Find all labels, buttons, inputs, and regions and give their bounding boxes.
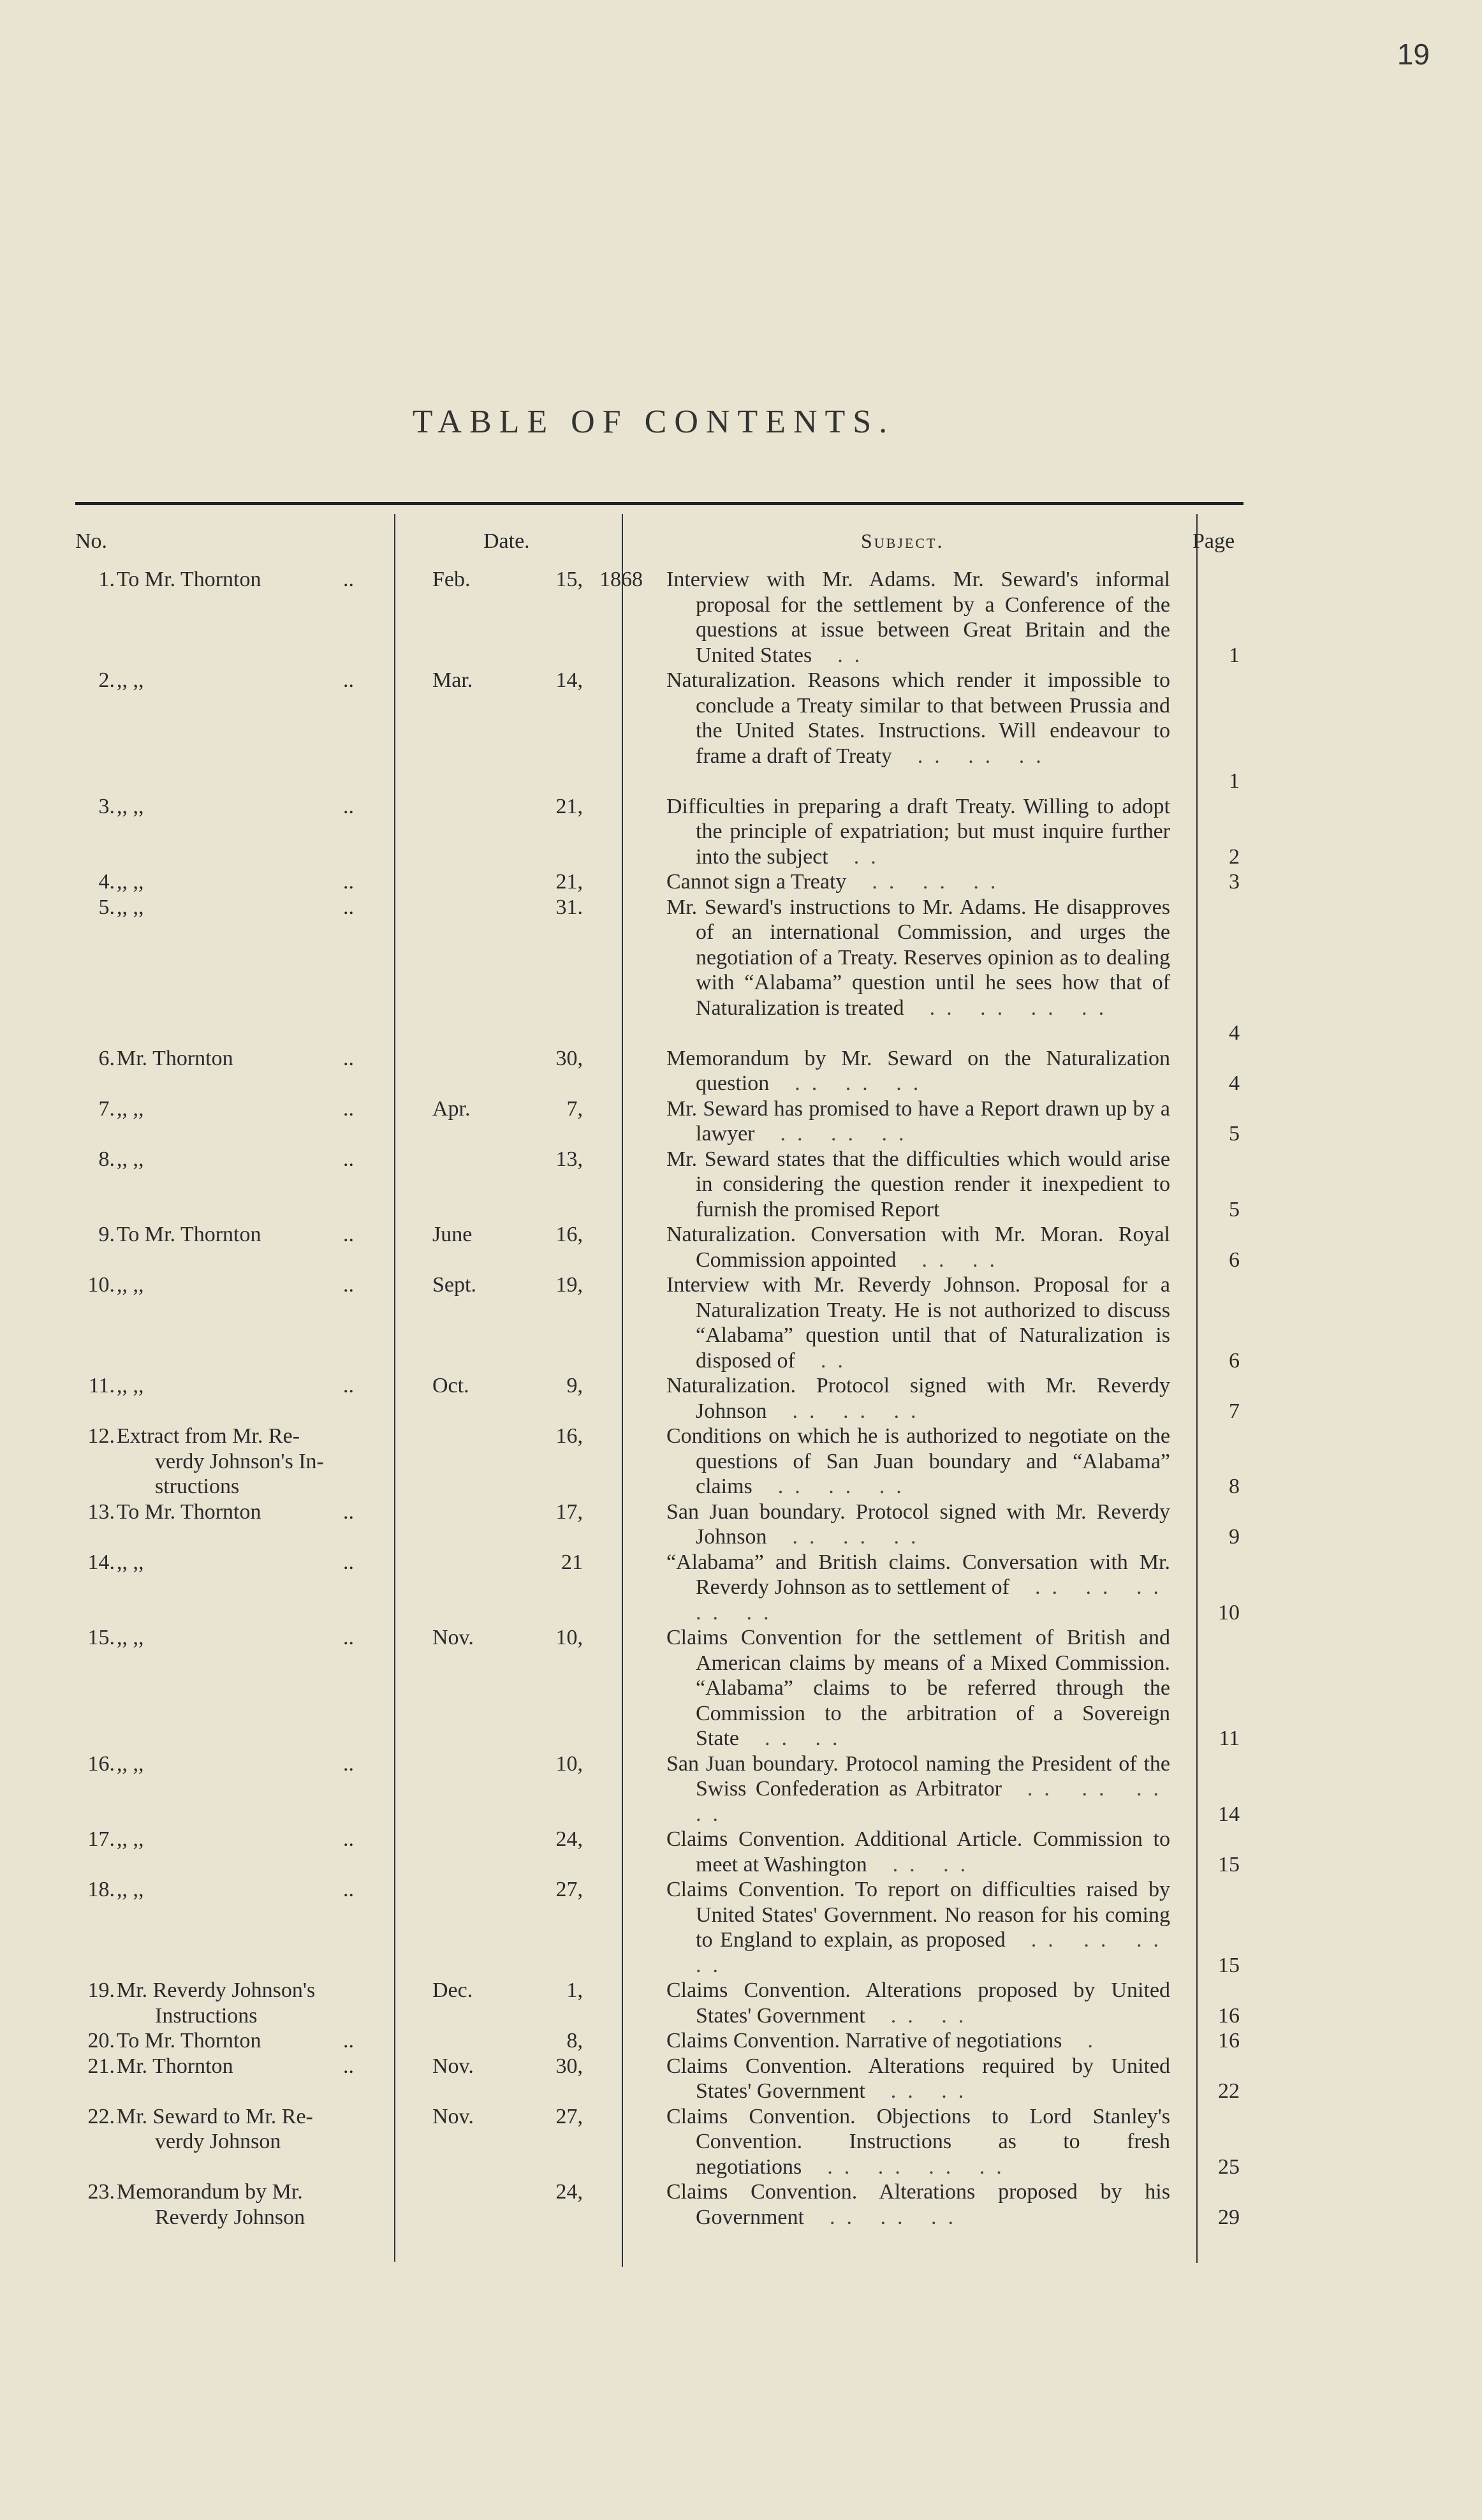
entry-dots: .. [343, 1751, 354, 1776]
addressee-line: To Mr. Thornton [117, 568, 261, 591]
entry-day: 16, [555, 1223, 583, 1246]
entry-subject-text: Claims Convention. Alterations proposed by United States' Government [666, 1978, 1170, 2028]
entry-page: 2 [1229, 844, 1240, 869]
entry-day: 31. [555, 895, 583, 919]
entry-subject [666, 2104, 1170, 2180]
addressee-line: ,, ,, [117, 1878, 144, 1901]
entry-month: Nov. [432, 2104, 474, 2128]
entry-subject [666, 1424, 1170, 1499]
entry-subject [666, 2054, 1170, 2104]
entry-leader: .. .. [890, 2079, 976, 2103]
entry-subject [666, 1499, 1170, 1550]
entry-subject-text: Cannot sign a Treaty [666, 870, 847, 894]
entry-dots: .. [343, 1550, 354, 1574]
entry-leader: .. .. [921, 1248, 1006, 1272]
entry-day: 27, [555, 1878, 583, 1901]
toc-entry [0, 2179, 1482, 2230]
header-page: Page [1192, 529, 1235, 553]
entry-leader: .. .. .. [780, 1122, 916, 1146]
toc-entry [0, 1373, 1482, 1424]
entry-leader: .. .. .. .. [696, 1777, 1170, 1826]
entry-dots: .. [343, 2054, 354, 2078]
entry-number: 20. [87, 2029, 115, 2052]
entry-dots: .. [343, 870, 354, 894]
entry-subject-text: Claims Convention. Alterations required by United States' Government [666, 2054, 1170, 2103]
entry-subject-text: Mr. Seward states that the difficulties which would arise in considering the question render it inexpedient to furnish the promised Report [666, 1147, 1170, 1221]
entry-leader: .. .. .. [792, 1399, 928, 1423]
entry-number: 3. [98, 794, 115, 818]
addressee-line: Reverdy Johnson [155, 2205, 305, 2229]
entry-subject [666, 1272, 1170, 1373]
header-rule [75, 502, 1244, 505]
toc-entry [0, 1272, 1482, 1373]
entry-number: 8. [98, 1147, 115, 1171]
entry-day: 14, [555, 668, 583, 692]
entry-page: 8 [1229, 1475, 1240, 1498]
entry-subject-text: Claims Convention. Alterations proposed by his Government [666, 2180, 1170, 2229]
entry-day: 19, [555, 1273, 583, 1297]
addressee-line: To Mr. Thornton [117, 2029, 261, 2052]
entry-leader: .. .. .. [792, 1525, 928, 1549]
entry-dots: .. [343, 895, 354, 919]
contents-list [0, 567, 1482, 2230]
addressee-line: Memorandum by Mr. [117, 2180, 303, 2204]
addressee-line: ,, ,, [117, 1751, 144, 1776]
entry-subject [666, 895, 1170, 1021]
entry-subject-text: Claims Convention. To report on difficulties raised by United States' Government. No reason for his coming to England to explain, as proposed [666, 1878, 1170, 1952]
addressee-line: ,, ,, [117, 1147, 144, 1171]
entry-day: 8, [566, 2029, 583, 2052]
entry-subject [666, 668, 1170, 769]
entry-subject-text: San Juan boundary. Protocol signed with Mr. Reverdy Johnson [666, 1499, 1170, 1549]
toc-entry [0, 794, 1482, 870]
page-title: TABLE OF CONTENTS. [412, 404, 895, 440]
entry-subject-text: Claims Convention. Narrative of negotiations [666, 2029, 1062, 2052]
entry-leader: .. .. .. [795, 1072, 930, 1095]
entry-day: 15, [555, 568, 583, 591]
entry-number: 21. [87, 2054, 115, 2078]
entry-subject-text: Claims Convention. Additional Article. Commission to meet at Washington [666, 1827, 1170, 1876]
entry-month: Mar. [432, 668, 473, 692]
toc-entry [0, 1222, 1482, 1272]
entry-leader: .. [853, 844, 888, 869]
entry-day: 21, [555, 794, 583, 818]
toc-entry [0, 1550, 1482, 1626]
entry-addressee [117, 1978, 391, 2028]
entry-page: 14 [1218, 1802, 1240, 1826]
entry-page: 15 [1218, 1953, 1240, 1977]
entry-subject-text: San Juan boundary. Protocol naming the President of the Swiss Confederation as Arbitrator [666, 1751, 1170, 1801]
entry-page: 15 [1218, 1852, 1240, 1876]
entry-subject [666, 1046, 1170, 1096]
toc-entry [0, 869, 1482, 895]
toc-entry [0, 895, 1482, 1046]
entry-page: 10 [1218, 1600, 1240, 1625]
addressee-line: ,, ,, [117, 668, 144, 692]
entry-subject-text: Difficulties in preparing a draft Treaty. Willing to adopt the principle of expatriation; but must inquire further into the subject [666, 794, 1170, 869]
entry-number: 14. [87, 1550, 115, 1574]
entry-dots: .. [343, 1626, 354, 1649]
entry-page: 25 [1218, 2155, 1240, 2179]
entry-number: 15. [87, 1626, 115, 1649]
entry-month: Nov. [432, 1626, 474, 1649]
entry-dots: .. [343, 1096, 354, 1121]
entry-page: 29 [1218, 2205, 1240, 2229]
entry-leader: .. .. .. .. .. [696, 1575, 1170, 1625]
entry-addressee [117, 2179, 391, 2230]
entry-day: 9, [566, 1374, 583, 1397]
entry-dots: .. [343, 794, 354, 818]
entry-subject [666, 1096, 1170, 1147]
entry-leader: .. .. .. .. [827, 2155, 1013, 2179]
entry-page: 16 [1218, 2003, 1240, 2028]
entry-leader: .. [837, 643, 872, 667]
entry-subject [666, 1625, 1170, 1751]
toc-entry [0, 1147, 1482, 1223]
toc-entry [0, 1096, 1482, 1147]
toc-entry [0, 1751, 1482, 1827]
entry-number: 22. [87, 2104, 115, 2128]
toc-entry [0, 567, 1482, 668]
entry-subject [666, 1222, 1170, 1272]
entry-month: Nov. [432, 2054, 474, 2078]
entry-page: 1 [1229, 643, 1240, 667]
entry-subject-text: Mr. Seward's instructions to Mr. Adams. He disapproves of an international Commission, and urges the negotiation of a Treaty. Reserves opinion as to dealing with “Alabama” question until he sees how that of Naturalization is treated [666, 895, 1170, 1020]
entry-day: 21 [561, 1550, 583, 1574]
addressee-line: ,, ,, [117, 1273, 144, 1297]
header-date: Date. [483, 529, 530, 553]
entry-number: 12. [87, 1424, 115, 1448]
addressee-line: Mr. Reverdy Johnson's [117, 1978, 316, 2002]
entry-number: 2. [98, 668, 115, 692]
entry-dots: .. [343, 1374, 354, 1397]
entry-month: Feb. [432, 568, 471, 591]
entry-number: 7. [98, 1096, 115, 1121]
entry-subject [666, 1373, 1170, 1424]
page-number: 19 [1397, 38, 1430, 71]
entry-subject-text: Interview with Mr. Reverdy Johnson. Proposal for a Naturalization Treaty. He is not authorized to discuss “Alabama” question until that of Naturalization is disposed of [666, 1273, 1170, 1373]
addressee-line: ,, ,, [117, 1626, 144, 1649]
entry-subject-text: Memorandum by Mr. Seward on the Naturalization question [666, 1046, 1170, 1095]
entry-number: 16. [87, 1751, 115, 1776]
entry-leader: .. .. .. .. [696, 1928, 1170, 1977]
entry-number: 18. [87, 1878, 115, 1901]
entry-page: 1 [1229, 769, 1240, 793]
toc-entry [0, 1877, 1482, 1978]
entry-year: 1868 [599, 568, 643, 591]
entry-page: 6 [1229, 1348, 1240, 1373]
entry-subject [666, 2028, 1170, 2054]
entry-page: 5 [1229, 1197, 1240, 1221]
entry-dots: .. [343, 1147, 354, 1171]
toc-entry [0, 1499, 1482, 1550]
entry-subject-text: “Alabama” and British claims. Conversation with Mr. Reverdy Johnson as to settlement of [666, 1550, 1170, 1599]
entry-page: 4 [1229, 1072, 1240, 1095]
entry-number: 19. [87, 1978, 115, 2002]
entry-dots: .. [343, 1273, 354, 1297]
entry-leader: .. [820, 1348, 855, 1373]
addressee-line: Instructions [155, 2003, 258, 2028]
entry-subject [666, 1978, 1170, 2028]
addressee-line: ,, ,, [117, 1827, 144, 1851]
toc-entry [0, 1424, 1482, 1499]
entry-day: 30, [555, 1046, 583, 1070]
entry-leader: . [1087, 2029, 1104, 2052]
entry-page: 9 [1229, 1525, 1240, 1549]
addressee-line: Extract from Mr. Re- [117, 1424, 300, 1448]
entry-number: 6. [98, 1046, 115, 1070]
entry-leader: .. .. .. [917, 744, 1053, 768]
entry-month: Dec. [432, 1978, 473, 2002]
addressee-line: ,, ,, [117, 895, 144, 919]
entry-subject-text: Conditions on which he is authorized to negotiate on the questions of San Juan boundary and “Alabama” claims [666, 1424, 1170, 1498]
entry-number: 17. [87, 1827, 115, 1851]
entry-subject-text: Naturalization. Conversation with Mr. Moran. Royal Commission appointed [666, 1223, 1170, 1272]
entry-subject-text: Mr. Seward has promised to have a Report drawn up by a lawyer [666, 1096, 1170, 1146]
entry-number: 11. [88, 1374, 115, 1397]
entry-subject [666, 869, 1170, 895]
entry-dots: .. [343, 1499, 354, 1524]
entry-month: June [432, 1223, 473, 1246]
entry-subject-text: Claims Convention for the settlement of British and American claims by means of a Mixed Commission. “Alabama” claims to be referred through the Commission to the arbitration of a Sovereign State [666, 1626, 1170, 1750]
entry-leader: .. .. [764, 1727, 849, 1750]
toc-entry [0, 1827, 1482, 1877]
entry-page: 22 [1218, 2079, 1240, 2103]
entry-subject [666, 1877, 1170, 1978]
entry-month: Oct. [432, 1374, 469, 1397]
addressee-line: To Mr. Thornton [117, 1499, 261, 1524]
entry-subject [666, 1147, 1170, 1223]
entry-number: 13. [87, 1499, 115, 1524]
entry-month: Sept. [432, 1273, 476, 1297]
entry-page: 11 [1219, 1727, 1240, 1750]
entry-day: 27, [555, 2104, 583, 2128]
entry-dots: .. [343, 1878, 354, 1901]
entry-dots: .. [343, 668, 354, 692]
entry-leader: .. .. [892, 1852, 978, 1876]
entry-number: 23. [87, 2180, 115, 2204]
addressee-line: Mr. Thornton [117, 2054, 233, 2078]
entry-month: Apr. [432, 1096, 471, 1121]
addressee-line: Mr. Thornton [117, 1046, 233, 1070]
entry-subject-text: Naturalization. Reasons which render it impossible to conclude a Treaty similar to that between Prussia and the United States. Instructions. Will endeavour to frame a draft of Treaty [666, 668, 1170, 768]
addressee-line: To Mr. Thornton [117, 1223, 261, 1246]
entry-addressee [117, 1424, 391, 1499]
entry-subject [666, 1751, 1170, 1827]
entry-leader: .. .. .. [777, 1475, 913, 1498]
entry-day: 10, [555, 1751, 583, 1776]
entry-subject [666, 2179, 1170, 2230]
entry-day: 7, [566, 1096, 583, 1121]
toc-entry [0, 1046, 1482, 1096]
header-subject: Subject. [861, 529, 944, 552]
entry-dots: .. [343, 568, 354, 591]
addressee-line: ,, ,, [117, 1374, 144, 1397]
entry-number: 5. [98, 895, 115, 919]
entry-day: 30, [555, 2054, 583, 2078]
toc-entry [0, 1978, 1482, 2028]
toc-entry [0, 2028, 1482, 2054]
addressee-line: verdy Johnson [155, 2130, 281, 2153]
entry-dots: .. [343, 1827, 354, 1851]
entry-number: 10. [87, 1273, 115, 1297]
entry-leader: .. .. .. [872, 870, 1008, 894]
entry-day: 16, [555, 1424, 583, 1448]
entry-addressee [117, 2104, 391, 2155]
toc-entry [0, 2104, 1482, 2180]
addressee-line: structions [155, 1475, 240, 1498]
entry-dots: .. [343, 1223, 354, 1246]
entry-dots: .. [343, 1046, 354, 1070]
entry-number: 1. [98, 568, 115, 591]
header-no: No. [75, 529, 108, 553]
addressee-line: ,, ,, [117, 1550, 144, 1574]
entry-leader: .. .. .. [829, 2205, 965, 2229]
entry-leader: .. .. [890, 2003, 976, 2028]
addressee-line: Mr. Seward to Mr. Re- [117, 2104, 313, 2128]
entry-day: 21, [555, 870, 583, 894]
addressee-line: ,, ,, [117, 870, 144, 894]
toc-entry [0, 2054, 1482, 2104]
entry-page: 16 [1218, 2029, 1240, 2052]
entry-day: 13, [555, 1147, 583, 1171]
entry-page: 6 [1229, 1248, 1240, 1272]
entry-subject-text: Naturalization. Protocol signed with Mr. Reverdy Johnson [666, 1374, 1170, 1423]
entry-number: 4. [98, 870, 115, 894]
entry-subject [666, 1550, 1170, 1626]
entry-subject [666, 794, 1170, 870]
entry-subject [666, 1827, 1170, 1877]
entry-day: 24, [555, 1827, 583, 1851]
entry-subject [666, 567, 1170, 668]
entry-dots: .. [343, 2029, 354, 2052]
entry-page: 7 [1229, 1399, 1240, 1423]
entry-day: 10, [555, 1626, 583, 1649]
entry-subject-text: Claims Convention. Objections to Lord Stanley's Convention. Instructions as to fresh negotiations [666, 2104, 1170, 2179]
entry-page: 3 [1229, 870, 1240, 894]
entry-leader: .. .. .. .. [929, 996, 1116, 1020]
addressee-line: ,, ,, [117, 794, 144, 818]
entry-subject-text: Interview with Mr. Adams. Mr. Seward's informal proposal for the settlement by a Conference of the questions at issue between Great Britain and the United States [666, 568, 1170, 667]
entry-page: 4 [1229, 1021, 1240, 1045]
addressee-line: ,, ,, [117, 1096, 144, 1121]
entry-page: 5 [1229, 1122, 1240, 1146]
toc-entry [0, 1625, 1482, 1751]
toc-entry [0, 668, 1482, 794]
entry-day: 17, [555, 1499, 583, 1524]
entry-day: 24, [555, 2180, 583, 2204]
entry-day: 1, [566, 1978, 583, 2002]
addressee-line: verdy Johnson's In- [155, 1449, 324, 1473]
entry-number: 9. [98, 1223, 115, 1246]
